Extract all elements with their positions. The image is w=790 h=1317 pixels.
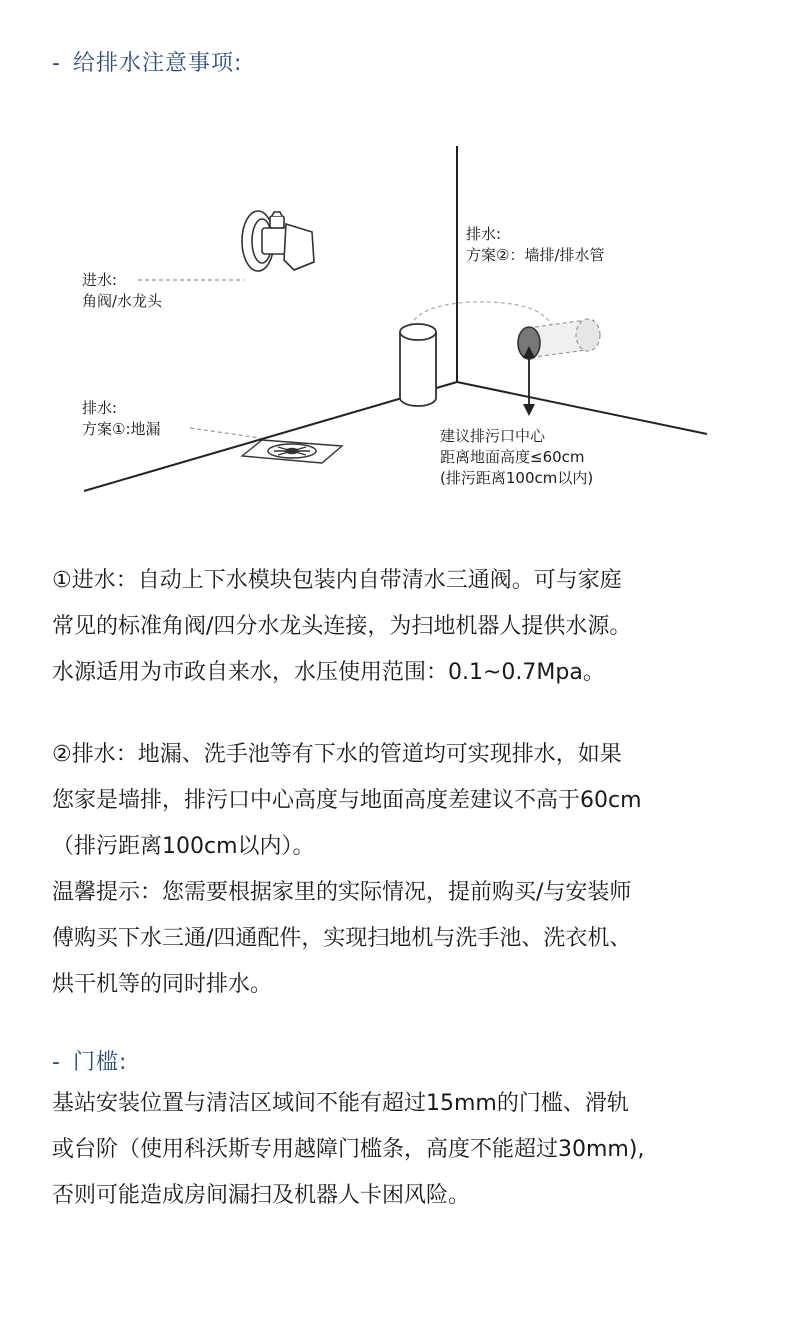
heading-title: 门槛:	[72, 1050, 128, 1075]
drain1-label	[82, 398, 161, 440]
heading-title: 给排水注意事项:	[72, 51, 243, 76]
paragraph-line: 温馨提示：您需要根据家里的实际情况，提前购买/与安装师	[52, 880, 632, 905]
base-cylinder-icon	[400, 324, 436, 406]
paragraph-line: 水源适用为市政自来水，水压使用范围：0.1~0.7Mpa。	[52, 660, 605, 685]
paragraph-line: 您家是墙排，排污口中心高度与地面高度差建议不高于60cm	[52, 788, 642, 813]
paragraph-line: 否则可能造成房间漏扫及机器人卡困风险。	[52, 1183, 471, 1208]
angle-valve-icon	[242, 211, 314, 271]
section-heading-threshold	[52, 1045, 127, 1076]
paragraph-line: 基站安装位置与清洁区域间不能有超过15mm的门槛、滑轨	[52, 1091, 629, 1116]
paragraph-line: 或台阶（使用科沃斯专用越障门槛条，高度不能超过30mm),	[52, 1137, 645, 1162]
paragraph-line: 傅购买下水三通/四通配件，实现扫地机与洗手池、洗衣机、	[52, 926, 632, 951]
diagram-illustration	[0, 120, 790, 520]
drain2-label	[466, 224, 605, 266]
drain1-label-line: 排水:	[82, 399, 118, 417]
height-label-line: 建议排污口中心	[440, 427, 546, 445]
height-label-line: 距离地面高度≤60cm	[440, 448, 585, 466]
drain-paragraph	[52, 732, 752, 1008]
heading-dash: -	[52, 51, 61, 76]
drain1-label-line: 方案①:地漏	[82, 420, 161, 438]
section-heading-water	[52, 46, 242, 77]
cylinder-highlight	[410, 302, 552, 326]
threshold-paragraph	[52, 1081, 752, 1219]
paragraph-line: ①进水：自动上下水模块包装内自带清水三通阀。可与家庭	[52, 568, 622, 593]
inlet-paragraph	[52, 558, 752, 696]
paragraph-line: 常见的标准角阀/四分水龙头连接，为扫地机器人提供水源。	[52, 614, 632, 639]
installation-diagram	[0, 120, 790, 520]
height-arrow	[523, 346, 535, 416]
drain2-label-line: 方案②：墙排/排水管	[466, 246, 605, 264]
inlet-label	[82, 270, 162, 312]
paragraph-line: 烘干机等的同时排水。	[52, 972, 273, 997]
inlet-label-line: 角阀/水龙头	[82, 292, 163, 310]
floor-drain-icon	[242, 440, 342, 463]
drain1-leader-line	[190, 428, 260, 438]
paragraph-line: （排污距离100cm以内）。	[52, 834, 315, 859]
paragraph-line: ②排水：地漏、洗手池等有下水的管道均可实现排水，如果	[52, 742, 622, 767]
inlet-label-line: 进水:	[82, 271, 118, 289]
height-label	[440, 426, 593, 489]
drain2-label-line: 排水:	[466, 225, 502, 243]
height-label-line: (排污距离100cm以内)	[440, 469, 594, 487]
heading-dash: -	[52, 1050, 61, 1075]
